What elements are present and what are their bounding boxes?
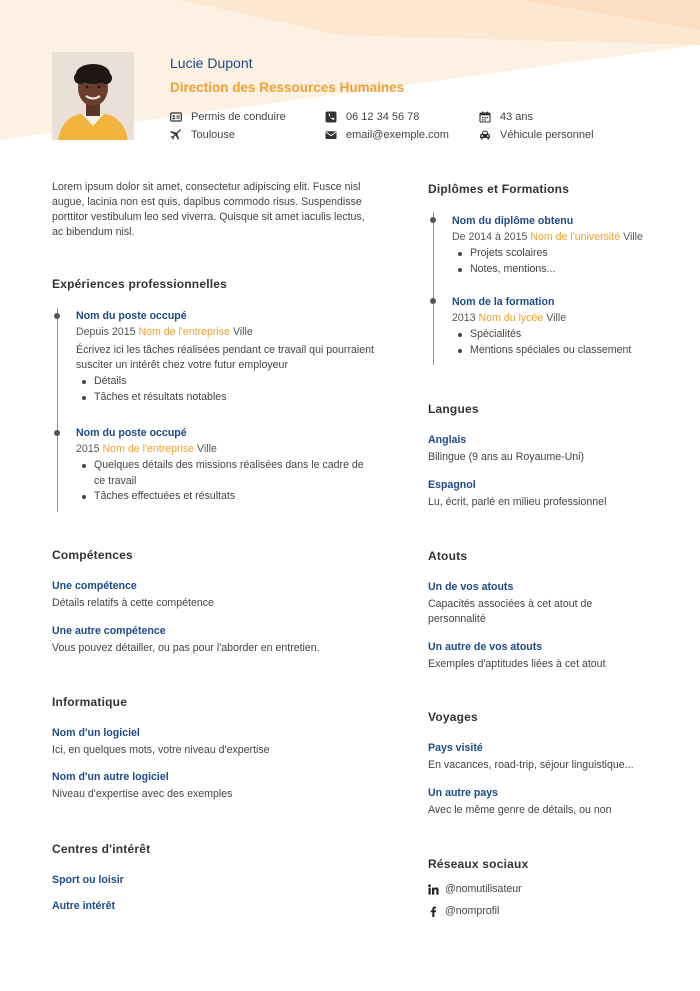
experience-date: Depuis 2015	[76, 326, 136, 338]
country-detail: Avec le même genre de détails, ou non	[428, 804, 612, 816]
linkedin-icon	[428, 884, 439, 895]
experience-entry	[76, 427, 382, 505]
experience-title: Expériences professionnelles	[52, 277, 228, 291]
license-text: Permis de conduire	[191, 111, 286, 123]
timeline-dot	[430, 298, 436, 304]
school-name: Nom de l'université	[530, 231, 621, 243]
company-name: Nom de l'entreprise	[102, 443, 195, 455]
position-title: Nom du poste occupé	[76, 427, 187, 439]
education-entry	[452, 296, 668, 358]
education-timeline	[433, 212, 434, 365]
info-vehicle	[479, 129, 594, 141]
school-city: Ville	[546, 312, 567, 324]
language-name: Espagnol	[428, 479, 476, 491]
social-title: Réseaux sociaux	[428, 857, 529, 871]
skill-detail: Vous pouvez détailler, ou pas pour l'aborder en entretien.	[52, 642, 320, 654]
list-item: Spécialités	[452, 327, 668, 343]
timeline-dot	[430, 217, 436, 223]
education-date: 2013	[452, 312, 476, 324]
experience-bullets	[76, 374, 382, 405]
calendar-icon	[479, 111, 491, 123]
languages-title: Langues	[428, 402, 479, 416]
profile-photo	[52, 52, 134, 140]
experience-date: 2015	[76, 443, 100, 455]
position-title: Nom du poste occupé	[76, 310, 187, 322]
computing-title: Informatique	[52, 695, 128, 709]
timeline-dot	[54, 313, 60, 319]
experience-entry	[76, 310, 382, 405]
education-title: Diplômes et Formations	[428, 182, 570, 196]
skill-name: Une compétence	[52, 580, 137, 592]
travel-title: Voyages	[428, 710, 478, 724]
list-item: Tâches et résultats notables	[76, 390, 382, 406]
phone-icon	[325, 111, 337, 123]
software-detail: Ici, en quelques mots, votre niveau d'expertise	[52, 744, 270, 756]
degree-title: Nom de la formation	[452, 296, 555, 308]
software-detail: Niveau d'expertise avec des exemples	[52, 788, 233, 800]
experience-timeline	[57, 308, 58, 512]
language-name: Anglais	[428, 434, 467, 446]
school-city: Ville	[623, 231, 643, 243]
info-phone	[325, 111, 419, 123]
list-item: Projets scolaires	[452, 246, 668, 262]
education-bullets	[452, 327, 668, 358]
interest-item: Autre intérêt	[52, 900, 115, 912]
info-email	[325, 129, 449, 141]
education-entry	[452, 215, 668, 277]
interests-title: Centres d'intérêt	[52, 842, 151, 856]
company-city: Ville	[232, 326, 253, 338]
interest-item: Sport ou loisir	[52, 874, 124, 886]
age-text: 43 ans	[500, 111, 534, 123]
degree-title: Nom du diplôme obtenu	[452, 215, 574, 227]
education-bullets	[452, 246, 668, 277]
list-item: Quelques détails des missions réalisées dans le cadre de ce travail	[76, 458, 366, 489]
timeline-dot	[54, 430, 60, 436]
school-name: Nom du lycée	[478, 312, 544, 324]
asset-detail: Exemples d'aptitudes liées à cet atout	[428, 658, 606, 670]
info-city	[170, 129, 235, 141]
plane-icon	[170, 129, 182, 141]
list-item: Mentions spéciales ou classement	[452, 343, 668, 359]
education-meta	[452, 231, 668, 243]
city-text: Toulouse	[191, 129, 236, 141]
skill-detail: Détails relatifs à cette compétence	[52, 597, 214, 609]
car-icon	[479, 129, 491, 141]
vehicle-text: Véhicule personnel	[500, 129, 594, 141]
info-age	[479, 111, 533, 123]
facebook-icon	[428, 906, 439, 917]
language-detail: Lu, écrit, parlé en milieu professionnel	[428, 496, 607, 508]
experience-meta	[76, 443, 382, 455]
asset-detail: Capacités associées à cet atout de personnalité	[428, 598, 593, 625]
email-text: email@exemple.com	[346, 129, 449, 141]
list-item: Tâches effectuées et résultats	[76, 489, 366, 505]
id-card-icon	[170, 111, 182, 123]
social-item-facebook[interactable]	[428, 905, 499, 917]
envelope-icon	[325, 129, 337, 141]
list-item: Détails	[76, 374, 382, 390]
experience-meta	[76, 326, 382, 338]
education-meta	[452, 312, 668, 324]
experience-description: Écrivez ici les tâches réalisées pendant ce travail qui pourraient susciter un intérêt chez votre futur employeur	[76, 344, 374, 371]
assets-title: Atouts	[428, 549, 468, 563]
asset-name: Un autre de vos atouts	[428, 641, 543, 653]
list-item: Notes, mentions...	[452, 262, 668, 278]
software-name: Nom d'un autre logiciel	[52, 771, 169, 783]
country-detail: En vacances, road-trip, séjour linguistique...	[428, 759, 634, 771]
software-name: Nom d'un logiciel	[52, 727, 140, 739]
skill-name: Une autre compétence	[52, 625, 166, 637]
country-name: Pays visité	[428, 742, 483, 754]
company-name: Nom de l'entreprise	[138, 326, 230, 338]
job-title: Direction des Ressources Humaines	[170, 80, 405, 95]
skills-title: Compétences	[52, 548, 133, 562]
country-name: Un autre pays	[428, 787, 499, 799]
education-date: De 2014 à 2015	[452, 231, 528, 243]
language-detail: Bilingue (9 ans au Royaume-Uni)	[428, 451, 585, 463]
social-item-linkedin[interactable]	[428, 883, 522, 895]
candidate-name: Lucie Dupont	[170, 55, 253, 71]
phone-text: 06 12 34 56 78	[346, 111, 420, 123]
company-city: Ville	[197, 443, 217, 455]
experience-bullets	[76, 458, 366, 505]
intro-text: Lorem ipsum dolor sit amet, consectetur adipiscing elit. Fusce nisl augue, lacinia non est quis, dapibus commodo risus. Suspendisse porttitor vestibulum leo sed viverra. Quisque sit amet iaculis lectus, ac bibendum nisl.	[52, 181, 365, 238]
social-handle: @nomprofil	[445, 905, 500, 917]
social-handle: @nomutilisateur	[445, 883, 522, 895]
asset-name: Un de vos atouts	[428, 581, 514, 593]
info-license	[170, 111, 286, 123]
